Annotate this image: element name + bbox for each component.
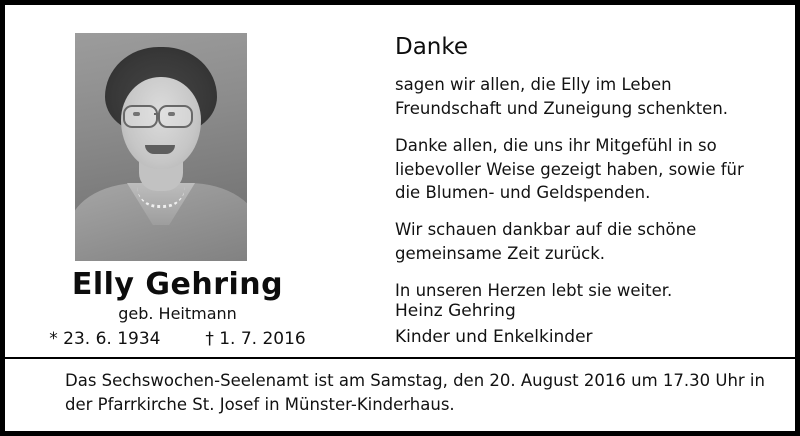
deceased-dates bbox=[5, 329, 350, 349]
signer-1: Heinz Gehring bbox=[395, 301, 516, 321]
portrait-glasses-bridge bbox=[154, 113, 160, 115]
deceased-name: Elly Gehring bbox=[71, 267, 284, 302]
footer-divider bbox=[5, 357, 795, 359]
deceased-column bbox=[5, 5, 350, 357]
thanks-heading: Danke bbox=[395, 34, 469, 60]
birth-date: * 23. 6. 1934 bbox=[49, 329, 161, 349]
card-inner bbox=[5, 5, 795, 431]
thanks-paragraph-1: sagen wir allen, die Elly im Leben Freundschaft und Zuneigung schenkten. bbox=[395, 75, 729, 118]
death-date: † 1. 7. 2016 bbox=[205, 329, 306, 349]
portrait-glasses-right bbox=[158, 105, 193, 128]
portrait-frame bbox=[75, 33, 247, 261]
portrait-mouth bbox=[145, 145, 175, 154]
portrait-photo bbox=[75, 33, 247, 261]
thanks-paragraph-4: In unseren Herzen lebt sie weiter. bbox=[395, 281, 673, 301]
thanks-paragraph-2: Danke allen, die uns ihr Mitgefühl in so liebevoller Weise gezeigt haben, sowie für die Blumen- und Geldspenden. bbox=[395, 136, 744, 202]
thanks-paragraph-3: Wir schauen dankbar auf die schöne gemeinsame Zeit zurück. bbox=[395, 220, 697, 263]
portrait-glasses-left bbox=[123, 105, 158, 128]
signers-block bbox=[395, 299, 775, 350]
service-announcement: Das Sechswochen-Seelenamt ist am Samstag, den 20. August 2016 um 17.30 Uhr in der Pfarrkirche St. Josef in Münster-Kinderhaus. bbox=[65, 371, 765, 415]
thanks-column bbox=[395, 35, 755, 303]
signer-2: Kinder und Enkelkinder bbox=[395, 326, 593, 347]
deceased-maiden-name: geb. Heitmann bbox=[118, 304, 237, 323]
